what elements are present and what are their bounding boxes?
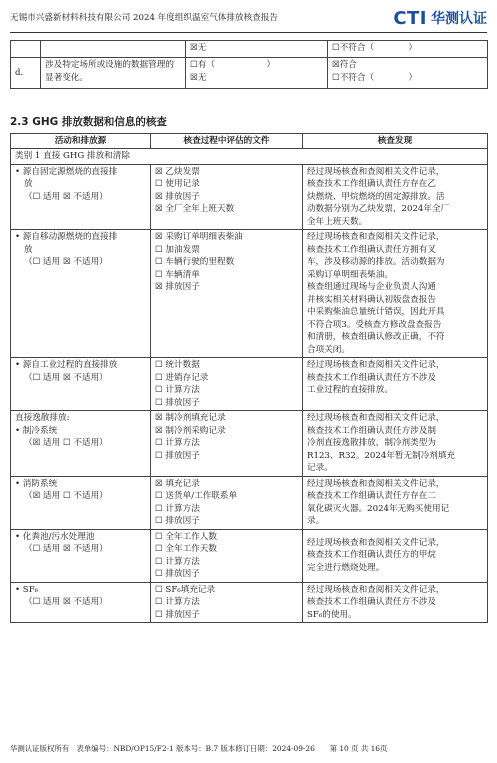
cell-check bbox=[328, 41, 488, 58]
finding-cell bbox=[303, 358, 488, 411]
text-line: 不符合项3。受核查方修改盘查报告 bbox=[307, 319, 442, 330]
category-label: 类别 1 直接 GHG 排放和清除 bbox=[11, 149, 488, 165]
doc-item: ☒ 制冷剂填充记录 bbox=[155, 413, 226, 423]
applicability: （☒ 适用 ☐ 不适用） bbox=[24, 438, 108, 448]
docs-cell bbox=[151, 230, 303, 358]
doc-item: ☒ 排放因子 bbox=[155, 282, 200, 292]
applicability: （☐ 适用 ☒ 不适用） bbox=[24, 191, 108, 202]
source-cell bbox=[11, 230, 151, 358]
doc-item: ☐ 全年工作天数 bbox=[155, 544, 217, 554]
docs-cell bbox=[151, 529, 303, 582]
text-line: 核查组通过现场与企业负责人沟通 bbox=[307, 282, 436, 292]
page-header bbox=[10, 6, 487, 30]
doc-item: ☐ 计算方法 bbox=[155, 556, 200, 567]
text-line: 车，涉及移动源的排放。活动数据为 bbox=[307, 257, 445, 267]
docs-cell bbox=[151, 476, 303, 529]
doc-item: ☐ 计算方法 bbox=[155, 438, 200, 448]
text-line: 和清册，核查组确认修改正确，不符 bbox=[307, 332, 445, 342]
doc-item: ☐ 排放因子 bbox=[155, 397, 200, 408]
text-line: 完全进行燃烧处理。 bbox=[307, 562, 385, 573]
source-cell bbox=[11, 529, 151, 582]
docs-cell bbox=[151, 358, 303, 411]
checkbox-line: ☒符合 bbox=[332, 60, 357, 70]
text-line: 采购订单明细表柴油。 bbox=[307, 269, 393, 280]
finding-cell bbox=[303, 476, 488, 529]
table-row bbox=[11, 41, 488, 58]
text-line: 核查技术工作组确认责任方不涉及 bbox=[307, 597, 436, 607]
cell-empty bbox=[41, 41, 186, 58]
text-line: • 源自工业过程的直接排放 bbox=[15, 360, 118, 370]
source-cell bbox=[11, 476, 151, 529]
doc-item: ☐ 计算方法 bbox=[155, 597, 200, 607]
doc-item: ☐ 车辆清单 bbox=[155, 269, 200, 280]
text-line: 炔燃烧、甲烷燃烧的固定源排放。活 bbox=[307, 191, 445, 202]
text-line: • 源自移动源燃烧的直接排 bbox=[15, 232, 118, 242]
doc-item: ☒ 乙炔发票 bbox=[155, 166, 200, 177]
doc-item: ☐ 计算方法 bbox=[155, 385, 200, 395]
text-line: 动数据分别为乙炔发票，2024年全厂 bbox=[307, 204, 450, 214]
doc-item: ☐ 全年工作人数 bbox=[155, 531, 217, 542]
category-row bbox=[11, 149, 488, 165]
checkbox-line: ☐有（ ） bbox=[190, 60, 276, 70]
table-row bbox=[11, 476, 488, 529]
text-line: 工业过程的直接排放。 bbox=[307, 385, 393, 395]
applicability: （☐ 适用 ☒ 不适用） bbox=[24, 597, 108, 607]
finding-cell bbox=[303, 529, 488, 582]
table-row bbox=[11, 164, 488, 230]
doc-item: ☒ 填充记录 bbox=[155, 478, 200, 489]
doc-item: ☐ 排放因子 bbox=[155, 516, 200, 526]
table-header-row bbox=[11, 134, 488, 149]
text-line: 核查技术工作组确认责任方不涉及 bbox=[307, 372, 436, 383]
finding-cell bbox=[303, 582, 488, 623]
finding-cell bbox=[303, 230, 488, 358]
text-line: 核查技术工作组确认责任方存在乙 bbox=[307, 179, 436, 189]
docs-cell bbox=[151, 582, 303, 623]
applicability: （☐ 适用 ☒ 不适用） bbox=[24, 544, 108, 554]
table-row bbox=[11, 58, 488, 89]
table-row bbox=[11, 358, 488, 411]
text-line: • 源自固定源燃烧的直接排 bbox=[15, 166, 118, 177]
source-cell bbox=[11, 358, 151, 411]
finding-cell bbox=[303, 411, 488, 477]
text-line: 经过现场核查和查阅相关文件记录， bbox=[307, 537, 445, 548]
text-line: 合项关闭。 bbox=[307, 344, 350, 355]
table-row bbox=[11, 411, 488, 477]
doc-item: ☐ 排放因子 bbox=[155, 569, 200, 579]
cell-empty bbox=[11, 41, 41, 58]
doc-item: ☒ 全厂全年上班天数 bbox=[155, 204, 235, 214]
text-line: • 制冷系统 bbox=[15, 425, 58, 436]
text-line: 核查技术工作组确认责任方存在二 bbox=[307, 491, 436, 501]
doc-item: ☐ 计算方法 bbox=[155, 503, 200, 514]
text-line: SF₆的使用。 bbox=[307, 609, 357, 620]
table-row bbox=[11, 230, 488, 358]
column-header: 核查过程中评估的文件 bbox=[151, 134, 303, 149]
text-line: 经过现场核查和查阅相关文件记录， bbox=[307, 166, 445, 177]
doc-item: ☒ 采购订单明细表柴油 bbox=[155, 232, 243, 242]
text-line: 经过现场核查和查阅相关文件记录， bbox=[307, 360, 445, 370]
source-cell bbox=[11, 582, 151, 623]
checkbox-line: ☐不符合（ ） bbox=[332, 72, 418, 83]
text-line: 并核实相关材料确认初版盘查报告 bbox=[307, 294, 436, 305]
text-line: • SF₆ bbox=[15, 584, 39, 595]
finding-cell bbox=[303, 164, 488, 230]
checkbox-line: ☒无 bbox=[190, 43, 207, 53]
text-line: 录。 bbox=[307, 516, 325, 526]
doc-item: ☐ 进销存记录 bbox=[155, 372, 209, 383]
report-title: 无锡市兴盛新材料科技有限公司 2024 年度组织温室气体排放核查报告 bbox=[10, 13, 278, 23]
doc-item: ☐ 排放因子 bbox=[155, 450, 200, 461]
cell-check bbox=[186, 58, 328, 89]
table-row bbox=[11, 529, 488, 582]
text-line: 经过现场核查和查阅相关文件记录， bbox=[307, 478, 445, 489]
doc-item: ☐ 使用记录 bbox=[155, 179, 200, 189]
text-line: 核查技术工作组确认责任方拥有叉 bbox=[307, 244, 436, 255]
text-line: 记录。 bbox=[307, 463, 333, 473]
column-header: 核查发现 bbox=[303, 134, 488, 149]
text-line: 经过现场核查和查阅相关文件记录， bbox=[307, 584, 445, 595]
row-label: d. bbox=[11, 58, 41, 89]
cti-logo bbox=[393, 6, 487, 30]
text-line: 显著变化。 bbox=[45, 72, 88, 83]
text-line: 全年上班天数。 bbox=[307, 216, 368, 227]
text-line: • 化粪池/污水处理池 bbox=[15, 531, 95, 542]
table-row bbox=[11, 582, 488, 623]
logo-chinese: 华测认证 bbox=[431, 11, 487, 27]
text-line: 经过现场核查和查阅相关文件记录， bbox=[307, 413, 445, 423]
docs-cell bbox=[151, 164, 303, 230]
text-line: • 消防系统 bbox=[15, 478, 58, 489]
logo-brand: CTI bbox=[393, 7, 427, 29]
docs-cell bbox=[151, 411, 303, 477]
text-line: 冷剂直接逸散排放，制冷剂类型为 bbox=[307, 438, 436, 448]
text-line: 氧化碳灭火器。2024年无购买使用记 bbox=[307, 503, 450, 514]
page-footer: 华测认证版权所有 表单编号：NBD/OP15/F2-1 版本号：B.7 版本修订日期：2024-09-26 第 10 页 共 16页 bbox=[10, 744, 388, 753]
section-title: 2.3 GHG 排放数据和信息的核查 bbox=[10, 116, 167, 128]
text-line: 直接逸散排放: bbox=[15, 413, 70, 423]
header-divider bbox=[10, 32, 487, 33]
text-line: 经过现场核查和查阅相关文件记录， bbox=[307, 232, 445, 242]
doc-item: ☒ 排放因子 bbox=[155, 191, 200, 202]
applicability: （☐ 适用 ☒ 不适用） bbox=[24, 372, 108, 383]
doc-item: ☐ 排放因子 bbox=[155, 609, 200, 620]
doc-item: ☐ 送货单/工作联系单 bbox=[155, 491, 238, 501]
doc-item: ☐ 加油发票 bbox=[155, 244, 200, 255]
doc-item: ☐ 统计数据 bbox=[155, 360, 200, 370]
source-cell bbox=[11, 411, 151, 477]
cell-check bbox=[186, 41, 328, 58]
text-line: 核查技术工作组确认责任方涉及制 bbox=[307, 425, 436, 436]
cell-desc bbox=[41, 58, 186, 89]
ghg-table bbox=[10, 133, 488, 623]
continued-table bbox=[10, 40, 488, 89]
cell-check bbox=[328, 58, 488, 89]
doc-item: ☐ SF₆填充记录 bbox=[155, 584, 216, 595]
source-cell bbox=[11, 164, 151, 230]
text-line: 放 bbox=[24, 179, 33, 189]
applicability: （☒ 适用 ☐ 不适用） bbox=[24, 491, 108, 501]
doc-item: ☐ 车辆行驶的里程数 bbox=[155, 257, 235, 267]
text-line: 放 bbox=[24, 244, 33, 255]
text-line: 中采购柴油总量统计错误，因此开具 bbox=[307, 307, 445, 317]
doc-item: ☒ 制冷剂采购记录 bbox=[155, 425, 226, 436]
text-line: R123、R32。2024年暂无制冷剂填充 bbox=[307, 450, 456, 461]
text-line: 核查技术工作组确认责任方的甲烷 bbox=[307, 550, 436, 561]
checkbox-line: ☒无 bbox=[190, 72, 207, 83]
text-line: 涉及特定场所或设施的数据管理的 bbox=[45, 60, 174, 70]
column-header: 活动和排放源 bbox=[11, 134, 151, 149]
applicability: （☐ 适用 ☒ 不适用） bbox=[24, 257, 108, 267]
checkbox-line: ☐不符合（ ） bbox=[332, 43, 418, 53]
